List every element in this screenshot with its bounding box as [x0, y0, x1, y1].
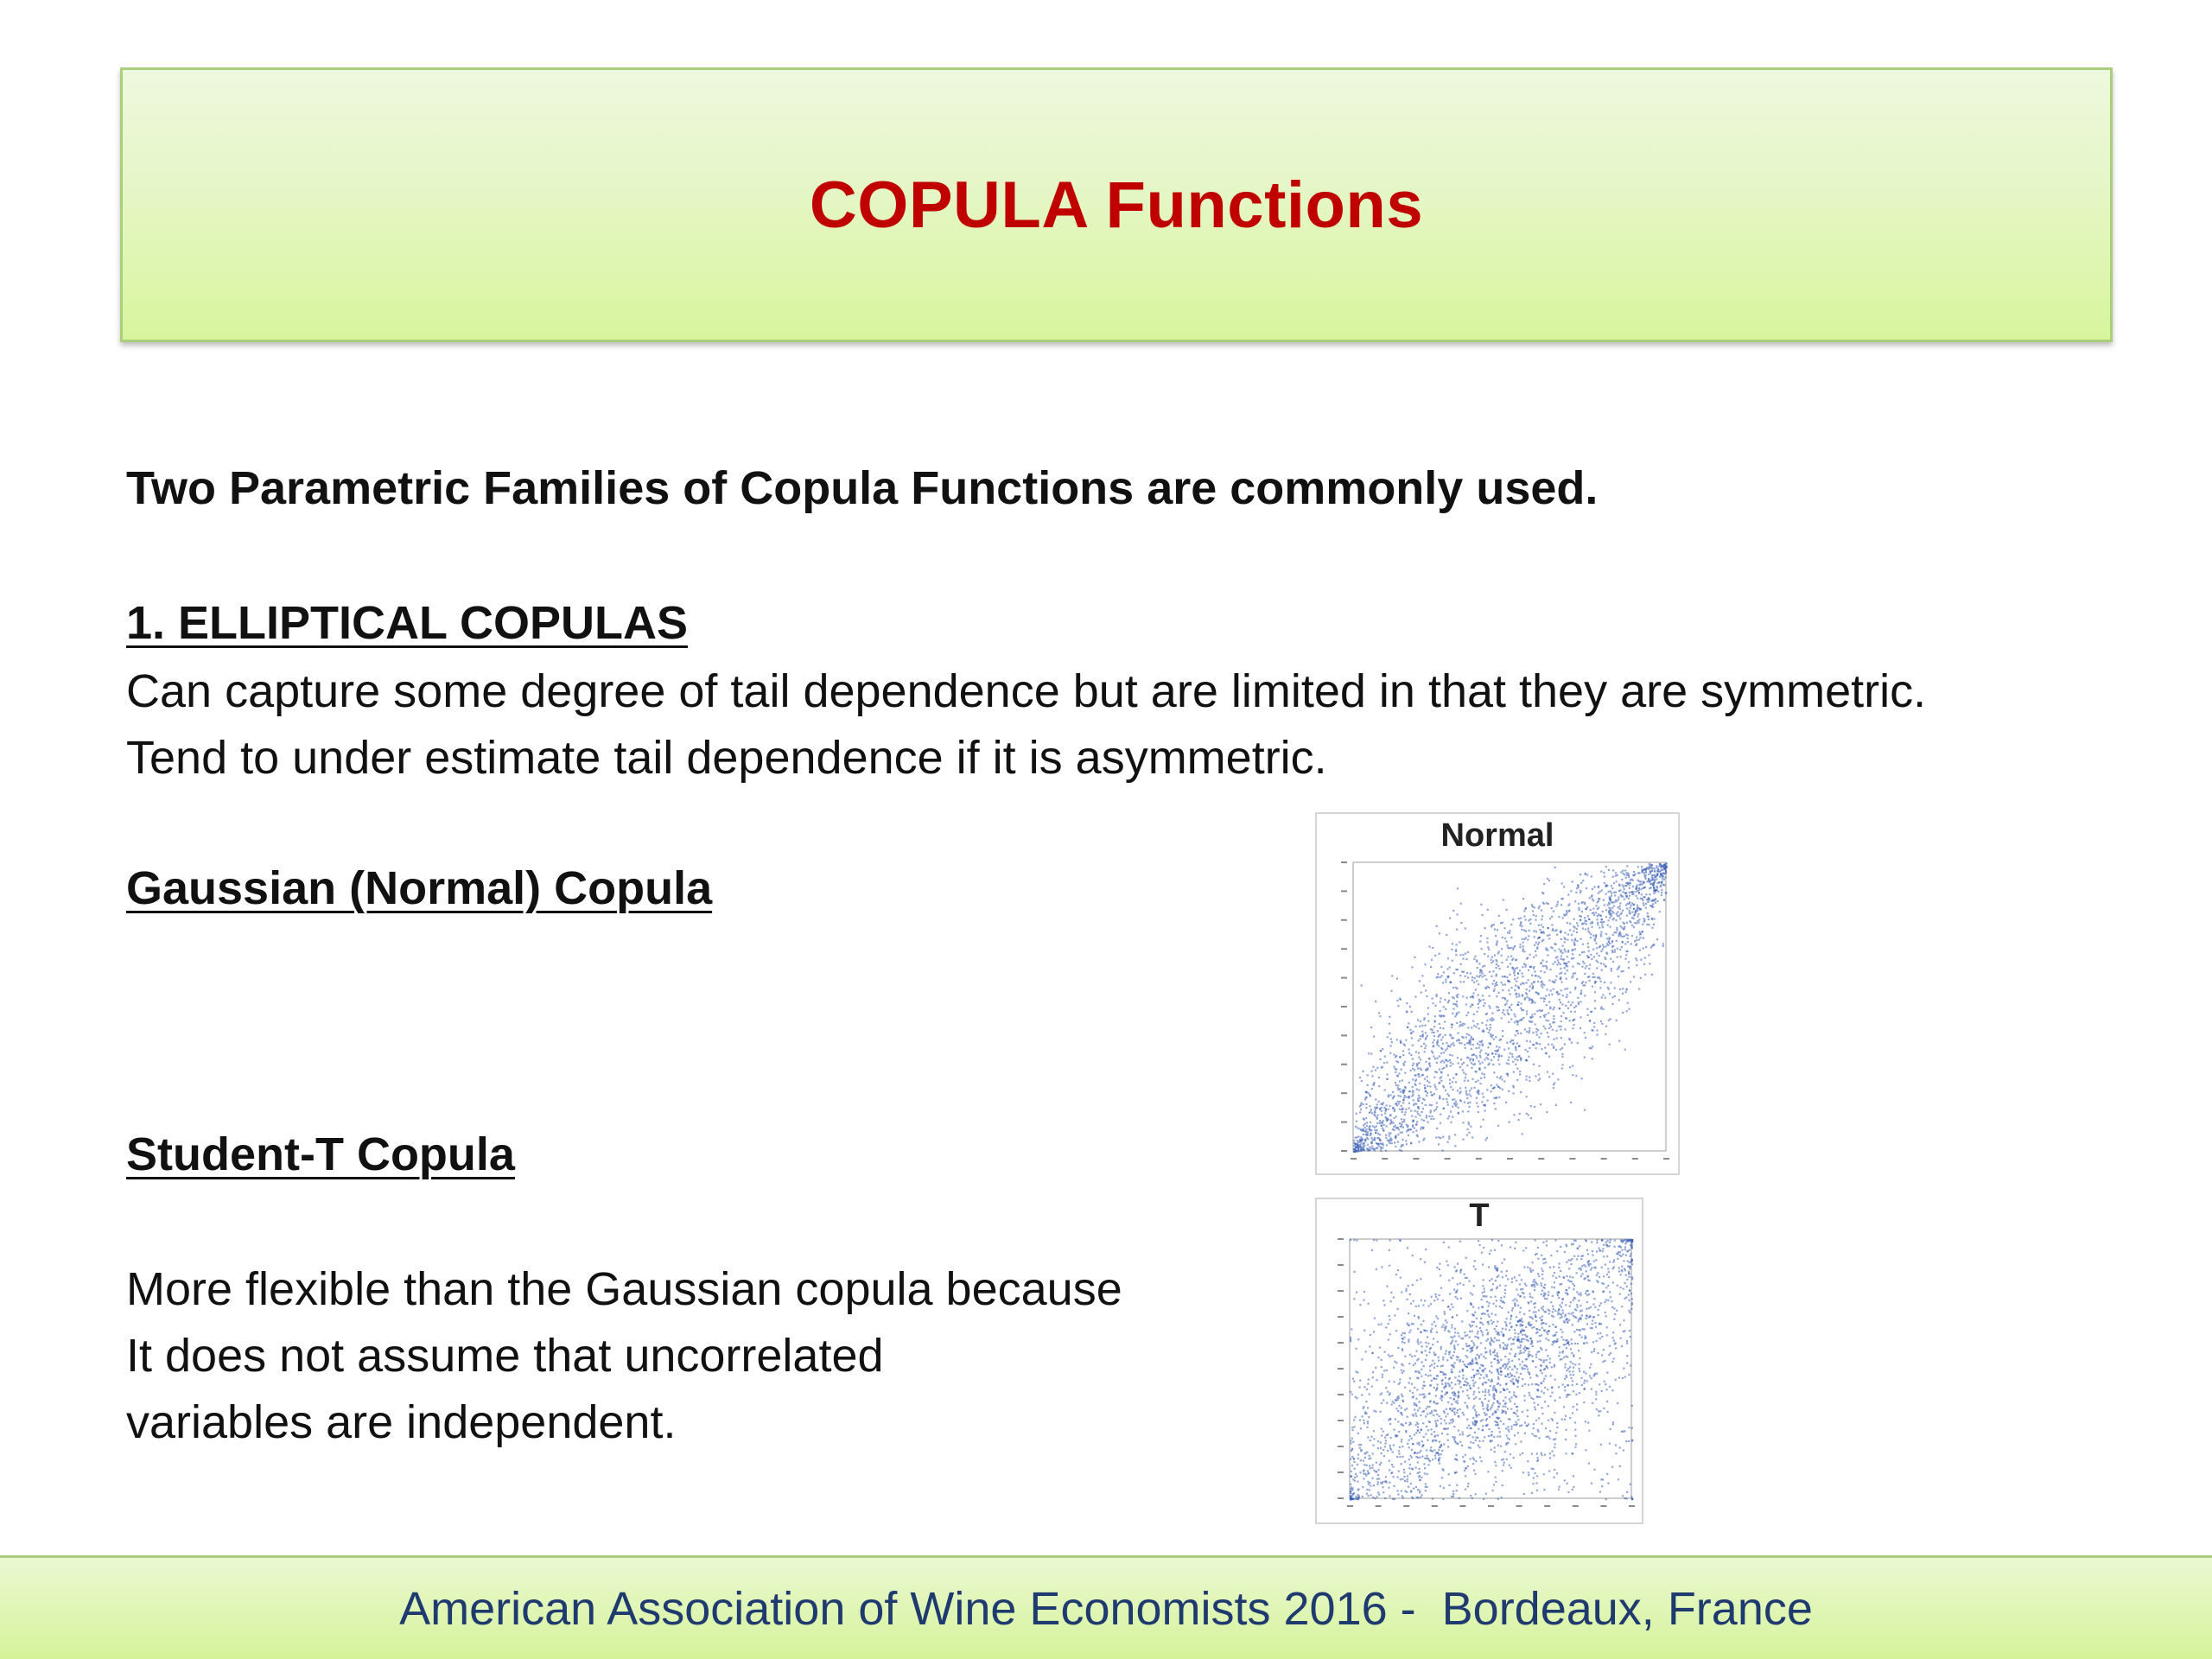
student-line-1: More flexible than the Gaussian copula because: [126, 1263, 1122, 1315]
student-line-2: It does not assume that uncorrelated: [126, 1330, 884, 1382]
x-tick-mark: [1629, 1505, 1635, 1507]
y-tick-mark: [1341, 1122, 1347, 1123]
elliptical-description: [126, 658, 1926, 791]
x-tick-mark: [1538, 1158, 1544, 1160]
y-tick-mark: [1341, 948, 1347, 950]
y-tick-mark: [1338, 1446, 1344, 1447]
y-tick-mark: [1341, 1034, 1347, 1036]
x-tick-mark: [1413, 1158, 1419, 1160]
x-tick-mark: [1445, 1158, 1451, 1160]
title-box: [120, 67, 2113, 342]
y-tick-mark: [1341, 890, 1347, 892]
slide-title: COPULA Functions: [809, 168, 1424, 242]
x-tick-mark: [1488, 1505, 1494, 1507]
y-tick-mark: [1341, 1092, 1347, 1094]
x-tick-mark: [1663, 1158, 1669, 1160]
x-tick-mark: [1516, 1505, 1522, 1507]
y-tick-mark: [1338, 1420, 1344, 1421]
t-plot-title: T: [1469, 1198, 1490, 1234]
y-tick-mark: [1338, 1238, 1344, 1240]
x-tick-mark: [1632, 1158, 1638, 1160]
normal-scatter-svg: [1317, 814, 1681, 1177]
x-tick-mark: [1544, 1505, 1550, 1507]
normal-plot-title: Normal: [1440, 817, 1554, 854]
y-tick-mark: [1341, 1064, 1347, 1065]
x-tick-mark: [1573, 1505, 1579, 1507]
y-tick-mark: [1341, 861, 1347, 863]
t-scatter-svg: [1317, 1199, 1645, 1526]
y-tick-mark: [1338, 1264, 1344, 1266]
y-tick-mark: [1338, 1497, 1344, 1499]
x-tick-mark: [1432, 1505, 1438, 1507]
plot-axes-box: [1350, 1239, 1631, 1498]
scatter-points: [1353, 862, 1668, 1153]
x-tick-mark: [1347, 1505, 1353, 1507]
x-tick-mark: [1601, 1158, 1607, 1160]
x-tick-mark: [1476, 1158, 1482, 1160]
gaussian-heading: Gaussian (Normal) Copula: [126, 862, 713, 914]
y-tick-mark: [1338, 1316, 1344, 1318]
x-tick-mark: [1569, 1158, 1575, 1160]
intro-text: Two Parametric Families of Copula Functions are commonly used.: [126, 462, 1599, 514]
x-tick-mark: [1507, 1158, 1513, 1160]
y-tick-mark: [1338, 1290, 1344, 1292]
y-tick-mark: [1338, 1471, 1344, 1473]
student-line-3: variables are independent.: [126, 1396, 677, 1448]
x-tick-mark: [1382, 1158, 1388, 1160]
y-tick-mark: [1341, 1150, 1347, 1152]
y-tick-mark: [1338, 1394, 1344, 1395]
footer-bar: [0, 1555, 2212, 1659]
y-tick-mark: [1338, 1342, 1344, 1344]
y-tick-mark: [1338, 1368, 1344, 1370]
t-copula-plot: [1315, 1198, 1643, 1524]
student-heading: Student-T Copula: [126, 1128, 515, 1180]
footer-text: American Association of Wine Economists 2016 - Bordeaux, France: [399, 1582, 1813, 1635]
x-tick-mark: [1600, 1505, 1606, 1507]
normal-copula-plot: [1315, 812, 1680, 1175]
x-tick-mark: [1351, 1158, 1357, 1160]
y-tick-mark: [1341, 919, 1347, 921]
elliptical-line-2: Tend to under estimate tail dependence if it is asymmetric.: [126, 732, 1327, 784]
y-tick-mark: [1341, 1006, 1347, 1007]
y-tick-mark: [1341, 977, 1347, 979]
elliptical-heading: 1. ELLIPTICAL COPULAS: [126, 597, 689, 649]
x-tick-mark: [1403, 1505, 1409, 1507]
x-tick-mark: [1376, 1505, 1382, 1507]
student-description: [126, 1256, 1122, 1456]
elliptical-line-1: Can capture some degree of tail dependence but are limited in that they are symmetric.: [126, 665, 1927, 717]
scatter-points: [1350, 1239, 1633, 1500]
x-tick-mark: [1459, 1505, 1465, 1507]
